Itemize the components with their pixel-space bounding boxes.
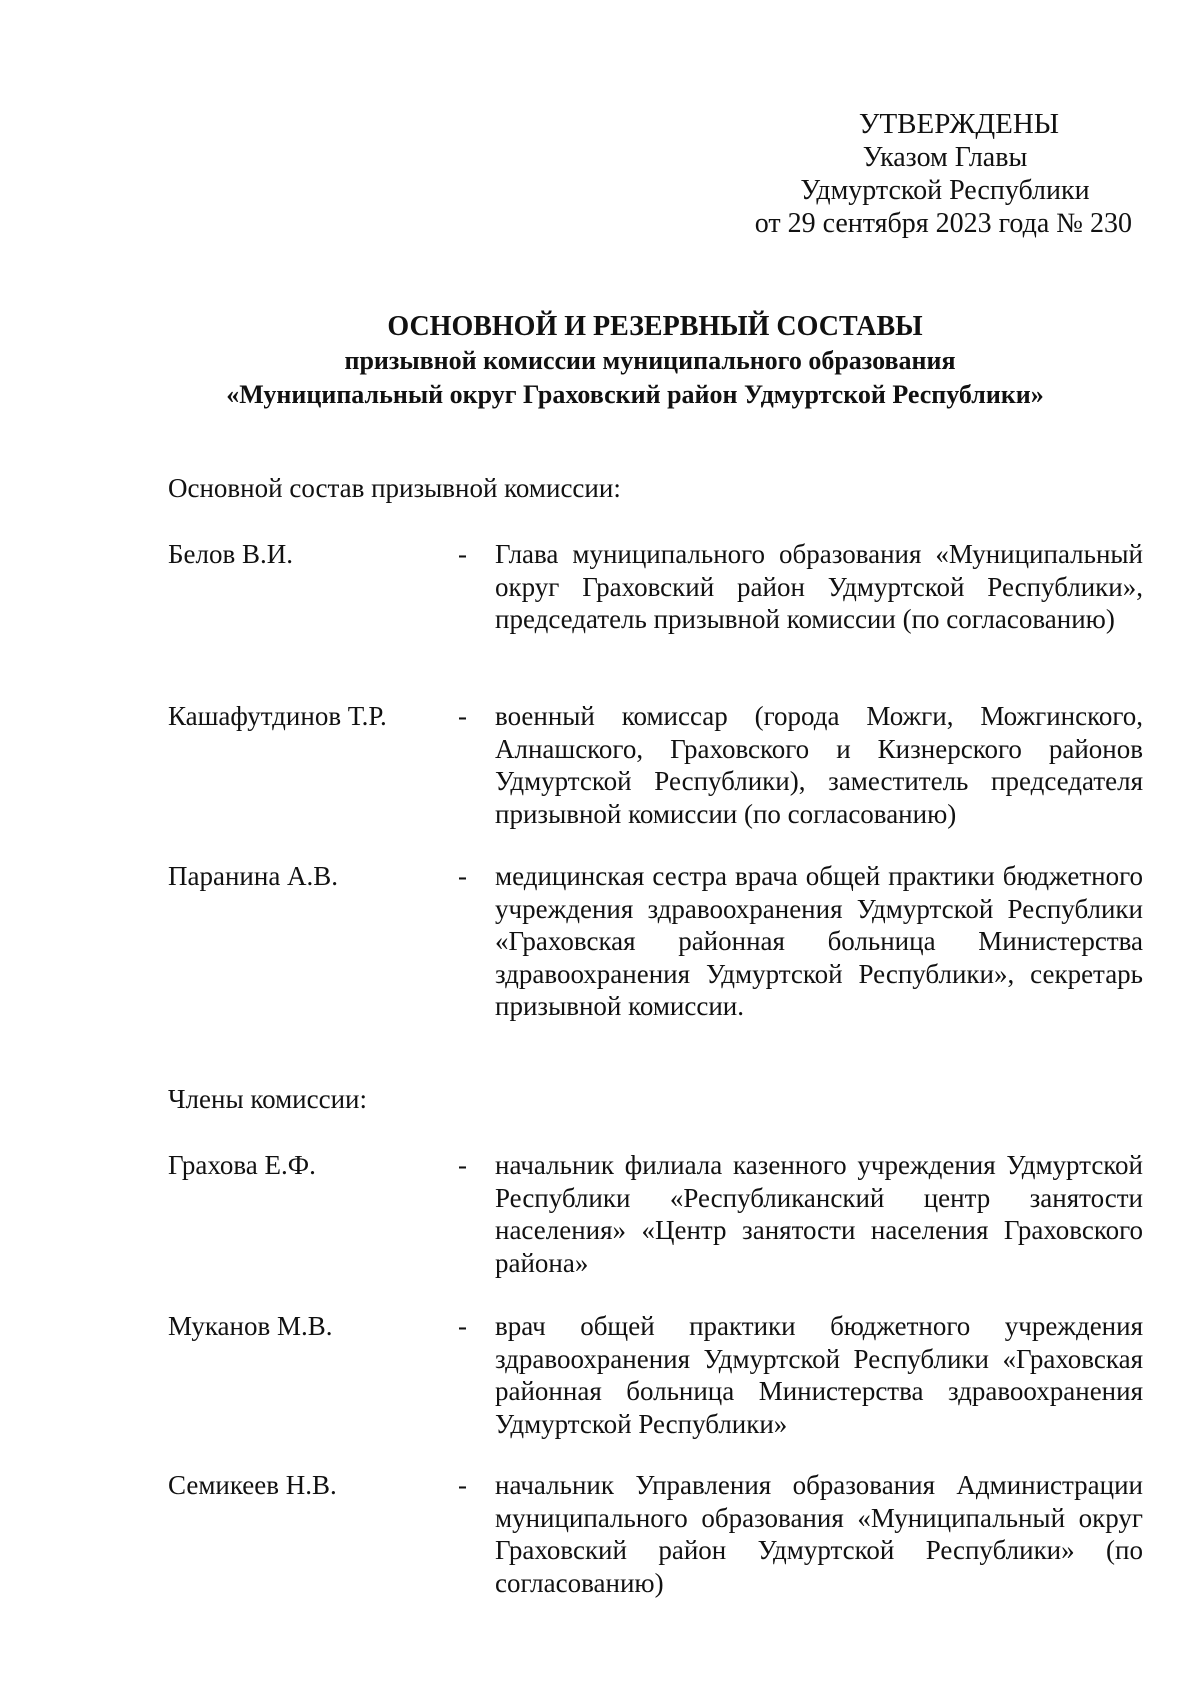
title-line-3: «Муниципальный округ Граховский район Удмуртской Республики» (226, 380, 1044, 409)
member-name: Муканов М.В. (168, 1311, 333, 1341)
main-composition-label: Основной состав призывной комиссии: (168, 473, 621, 503)
member-dash: - (458, 539, 467, 569)
title-line-1: ОСНОВНОЙ И РЕЗЕРВНЫЙ СОСТАВЫ (387, 311, 923, 342)
title-line-2: призывной комиссии муниципального образования (344, 346, 956, 375)
approval-line-3: от 29 сентября 2023 года № 230 (754, 208, 1132, 239)
member-name: Семикеев Н.В. (168, 1470, 337, 1500)
member-dash: - (458, 1311, 467, 1341)
member-dash: - (458, 701, 467, 731)
approval-line-2: Удмуртской Республики (800, 175, 1090, 206)
member-description: военный комиссар (города Можги, Можгинского, Алнашского, Граховского и Кизнерского районов Удмуртской Республики), заместитель председателя призывной комиссии (по согласованию) (495, 701, 1143, 829)
member-name: Белов В.И. (168, 539, 293, 569)
member-dash: - (458, 861, 467, 891)
member-description: начальник филиала казенного учреждения Удмуртской Республики «Республиканский центр занятости населения» «Центр занятости населения Граховского района» (495, 1150, 1143, 1278)
members-label: Члены комиссии: (168, 1084, 367, 1114)
member-description: врач общей практики бюджетного учреждения здравоохранения Удмуртской Республики «Граховская районная больница Министерства здравоохранения Удмуртской Республики» (495, 1311, 1143, 1439)
approval-heading: УТВЕРЖДЕНЫ (858, 108, 1060, 140)
document-title (160, 310, 1110, 412)
member-name: Паранина А.В. (168, 861, 339, 891)
member-description: начальник Управления образования Администрации муниципального образования «Муниципальный округ Граховский район Удмуртской Республики» (по согласованию) (495, 1470, 1143, 1598)
approval-stamp (740, 108, 1150, 240)
member-name: Кашафутдинов Т.Р. (168, 701, 387, 731)
member-description: медицинская сестра врача общей практики бюджетного учреждения здравоохранения Удмуртской Республики «Граховская районная больница Министерства здравоохранения Удмуртской Республики», секретарь призывной комиссии. (495, 861, 1143, 1021)
approval-line-1: Указом Главы (862, 142, 1028, 173)
member-dash: - (458, 1150, 467, 1180)
member-dash: - (458, 1470, 467, 1500)
member-description: Глава муниципального образования «Муниципальный округ Граховский район Удмуртской Республики», председатель призывной комиссии (по согласованию) (495, 539, 1143, 634)
member-name: Грахова Е.Ф. (168, 1150, 316, 1180)
